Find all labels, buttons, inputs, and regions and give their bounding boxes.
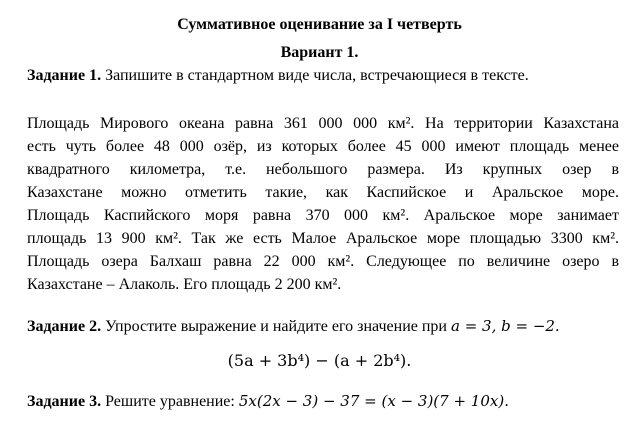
task1-text-line-6: площадь 13 900 км². Так же есть Малое Аральское море площадью 3300 км². [27, 230, 619, 247]
task1-instruction: Запишите в стандартном виде числа, встречающиеся в тексте. [101, 67, 529, 84]
task1-text-line-3: квадратного километра, т.е. небольшого размера. Из крупных озер в [27, 161, 619, 178]
task1-text-line-1: Площадь Мирового океана равна 361 000 000 км². На территории Казахстана [27, 115, 619, 132]
task1-text-line-5: Площадь Каспийского моря равна 370 000 км². Аральское море занимает [27, 207, 619, 224]
task2-heading [27, 316, 619, 337]
task3-label: Задание 3. [27, 393, 102, 410]
task1-text-line-2: есть чуть более 48 000 озёр, из которых более 45 000 имеют площадь менее [27, 138, 619, 155]
task1-text-line-4: Казахстане можно отметить такие, как Каспийское и Аральское море. [27, 184, 619, 201]
task1-text-line-8: Казахстане – Алаколь. Его площадь 2 200 км². [27, 276, 342, 293]
task2-expression: (5a + 3b⁴) − (a + 2b⁴). [227, 351, 412, 370]
task2-condition: a = 3, b = −2. [450, 317, 560, 335]
task2-instruction: Упростите выражение и найдите его значение при [101, 318, 451, 335]
task1-text-line-7: Площадь озера Балхаш равна 22 000 км². Следующее по величине озеро в [27, 253, 619, 270]
task3-equation: 5x(2x − 3) − 37 = (x − 3)(7 + 10x). [238, 392, 509, 410]
task1-label: Задание 1. [27, 67, 102, 84]
task2-label: Задание 2. [27, 318, 102, 335]
task1-heading [27, 66, 619, 86]
task3-instruction: Решите уравнение: [101, 393, 239, 410]
task3-heading [27, 391, 619, 412]
document-title: Суммативное оценивание за I четверть [177, 16, 462, 33]
variant-heading: Вариант 1. [280, 44, 359, 61]
